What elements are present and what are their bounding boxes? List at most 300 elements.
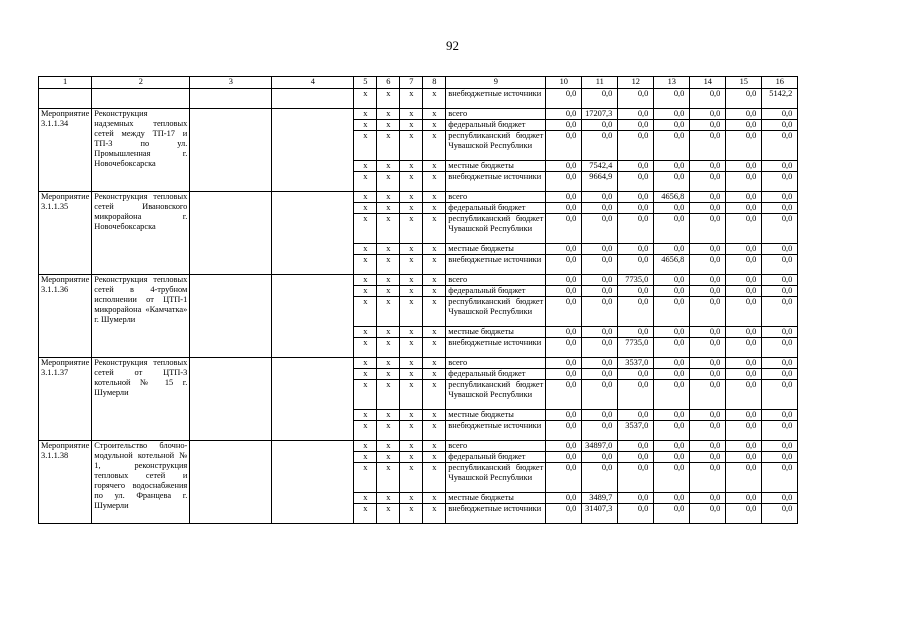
amount-cell: 0,0 xyxy=(762,286,798,297)
amount-cell: 0,0 xyxy=(546,297,582,327)
amount-cell: 0,0 xyxy=(762,327,798,338)
code-cell: x xyxy=(423,463,446,493)
amount-cell: 0,0 xyxy=(582,297,618,327)
code-cell: x xyxy=(400,441,423,452)
amount-cell: 0,0 xyxy=(726,275,762,286)
code-cell: x xyxy=(400,161,423,172)
code-cell: x xyxy=(377,463,400,493)
amount-cell: 0,0 xyxy=(546,452,582,463)
funding-source-cell: всего xyxy=(446,192,546,203)
amount-cell: 0,0 xyxy=(690,380,726,410)
amount-cell: 0,0 xyxy=(690,452,726,463)
code-cell: x xyxy=(354,172,377,192)
amount-cell: 0,0 xyxy=(654,493,690,504)
amount-cell: 0,0 xyxy=(546,275,582,286)
amount-cell: 0,0 xyxy=(546,286,582,297)
code-cell: x xyxy=(423,275,446,286)
code-cell: x xyxy=(354,192,377,203)
funding-source-cell: местные бюджеты xyxy=(446,493,546,504)
empty-cell xyxy=(272,89,354,109)
amount-cell: 0,0 xyxy=(762,109,798,120)
amount-cell: 0,0 xyxy=(726,463,762,493)
amount-cell: 0,0 xyxy=(582,89,618,109)
code-cell: x xyxy=(377,172,400,192)
amount-cell: 0,0 xyxy=(690,244,726,255)
measure-id-cell: Мероприятие 3.1.1.34 xyxy=(39,109,92,192)
amount-cell: 0,0 xyxy=(654,441,690,452)
empty-cell xyxy=(190,358,272,441)
amount-cell: 0,0 xyxy=(618,493,654,504)
continuation-row xyxy=(39,89,798,109)
table-row xyxy=(39,358,798,369)
measure-name-cell: Реконструкция тепловых сетей Ивановского микрорайона г. Новочебоксарска xyxy=(92,192,190,275)
amount-cell: 9664,9 xyxy=(582,172,618,192)
table-row xyxy=(39,275,798,286)
amount-cell: 0,0 xyxy=(690,192,726,203)
amount-cell: 0,0 xyxy=(546,203,582,214)
code-cell: x xyxy=(423,380,446,410)
column-number-header: 11 xyxy=(582,77,618,89)
amount-cell: 0,0 xyxy=(762,161,798,172)
column-number-header: 8 xyxy=(423,77,446,89)
amount-cell: 3489,7 xyxy=(582,493,618,504)
column-number-header: 4 xyxy=(272,77,354,89)
column-number-row xyxy=(39,77,798,89)
amount-cell: 0,0 xyxy=(654,109,690,120)
amount-cell: 0,0 xyxy=(582,131,618,161)
amount-cell: 0,0 xyxy=(654,286,690,297)
amount-cell: 0,0 xyxy=(762,244,798,255)
amount-cell: 0,0 xyxy=(618,109,654,120)
empty-cell xyxy=(92,89,190,109)
amount-cell: 0,0 xyxy=(618,297,654,327)
code-cell: x xyxy=(423,192,446,203)
amount-cell: 0,0 xyxy=(690,369,726,380)
amount-cell: 17207,3 xyxy=(582,109,618,120)
amount-cell: 0,0 xyxy=(546,109,582,120)
code-cell: x xyxy=(423,369,446,380)
code-cell: x xyxy=(423,120,446,131)
amount-cell: 0,0 xyxy=(546,504,582,524)
amount-cell: 0,0 xyxy=(546,255,582,275)
code-cell: x xyxy=(400,338,423,358)
code-cell: x xyxy=(354,203,377,214)
amount-cell: 0,0 xyxy=(618,504,654,524)
amount-cell: 0,0 xyxy=(762,504,798,524)
amount-cell: 0,0 xyxy=(726,172,762,192)
amount-cell: 0,0 xyxy=(546,214,582,244)
amount-cell: 0,0 xyxy=(546,369,582,380)
code-cell: x xyxy=(354,131,377,161)
measure-name-cell: Реконструкция надземных тепловых сетей между ТП-17 и ТП-3 по ул. Промышленная г. Новочебоксарска xyxy=(92,109,190,192)
amount-cell: 0,0 xyxy=(654,203,690,214)
funding-source-cell: всего xyxy=(446,358,546,369)
amount-cell: 0,0 xyxy=(726,338,762,358)
amount-cell: 0,0 xyxy=(654,380,690,410)
code-cell: x xyxy=(354,463,377,493)
amount-cell: 0,0 xyxy=(654,120,690,131)
amount-cell: 0,0 xyxy=(690,120,726,131)
amount-cell: 0,0 xyxy=(582,369,618,380)
code-cell: x xyxy=(354,255,377,275)
amount-cell: 0,0 xyxy=(582,192,618,203)
amount-cell: 0,0 xyxy=(762,203,798,214)
code-cell: x xyxy=(377,120,400,131)
code-cell: x xyxy=(423,421,446,441)
code-cell: x xyxy=(423,244,446,255)
funding-source-cell: республиканский бюджет Чувашской Республики xyxy=(446,297,546,327)
amount-cell: 0,0 xyxy=(654,297,690,327)
code-cell: x xyxy=(354,338,377,358)
funding-source-cell: федеральный бюджет xyxy=(446,369,546,380)
amount-cell: 4656,8 xyxy=(654,255,690,275)
empty-cell xyxy=(272,358,354,441)
empty-cell xyxy=(190,275,272,358)
amount-cell: 0,0 xyxy=(654,214,690,244)
amount-cell: 0,0 xyxy=(726,214,762,244)
amount-cell: 0,0 xyxy=(726,192,762,203)
amount-cell: 0,0 xyxy=(546,89,582,109)
code-cell: x xyxy=(354,421,377,441)
amount-cell: 0,0 xyxy=(546,120,582,131)
amount-cell: 0,0 xyxy=(762,358,798,369)
code-cell: x xyxy=(377,452,400,463)
funding-source-cell: местные бюджеты xyxy=(446,161,546,172)
amount-cell: 0,0 xyxy=(726,504,762,524)
column-number-header: 16 xyxy=(762,77,798,89)
code-cell: x xyxy=(354,380,377,410)
amount-cell: 0,0 xyxy=(654,161,690,172)
amount-cell: 0,0 xyxy=(690,504,726,524)
amount-cell: 0,0 xyxy=(726,441,762,452)
amount-cell: 0,0 xyxy=(762,421,798,441)
column-number-header: 10 xyxy=(546,77,582,89)
code-cell: x xyxy=(423,441,446,452)
amount-cell: 0,0 xyxy=(546,244,582,255)
code-cell: x xyxy=(423,172,446,192)
amount-cell: 0,0 xyxy=(582,327,618,338)
code-cell: x xyxy=(400,89,423,109)
amount-cell: 0,0 xyxy=(690,410,726,421)
code-cell: x xyxy=(354,493,377,504)
amount-cell: 0,0 xyxy=(690,286,726,297)
amount-cell: 0,0 xyxy=(618,463,654,493)
code-cell: x xyxy=(400,358,423,369)
code-cell: x xyxy=(377,338,400,358)
code-cell: x xyxy=(400,120,423,131)
code-cell: x xyxy=(354,120,377,131)
code-cell: x xyxy=(423,297,446,327)
amount-cell: 0,0 xyxy=(690,358,726,369)
amount-cell: 0,0 xyxy=(618,192,654,203)
code-cell: x xyxy=(354,109,377,120)
amount-cell: 0,0 xyxy=(762,441,798,452)
column-number-header: 7 xyxy=(400,77,423,89)
amount-cell: 0,0 xyxy=(726,493,762,504)
code-cell: x xyxy=(377,410,400,421)
code-cell: x xyxy=(377,161,400,172)
code-cell: x xyxy=(377,441,400,452)
amount-cell: 0,0 xyxy=(582,275,618,286)
amount-cell: 0,0 xyxy=(726,286,762,297)
code-cell: x xyxy=(400,493,423,504)
empty-cell xyxy=(190,109,272,192)
amount-cell: 0,0 xyxy=(690,275,726,286)
amount-cell: 0,0 xyxy=(690,441,726,452)
code-cell: x xyxy=(400,463,423,493)
code-cell: x xyxy=(354,214,377,244)
code-cell: x xyxy=(377,214,400,244)
code-cell: x xyxy=(354,275,377,286)
code-cell: x xyxy=(377,109,400,120)
amount-cell: 0,0 xyxy=(690,493,726,504)
amount-cell: 0,0 xyxy=(546,338,582,358)
column-number-header: 14 xyxy=(690,77,726,89)
code-cell: x xyxy=(400,369,423,380)
amount-cell: 0,0 xyxy=(546,463,582,493)
funding-source-cell: всего xyxy=(446,275,546,286)
amount-cell: 0,0 xyxy=(762,380,798,410)
funding-source-cell: внебюджетные источники xyxy=(446,421,546,441)
amount-cell: 0,0 xyxy=(762,172,798,192)
amount-cell: 0,0 xyxy=(546,380,582,410)
column-number-header: 6 xyxy=(377,77,400,89)
amount-cell: 0,0 xyxy=(582,463,618,493)
amount-cell: 0,0 xyxy=(654,131,690,161)
amount-cell: 4656,8 xyxy=(654,192,690,203)
funding-source-cell: местные бюджеты xyxy=(446,410,546,421)
code-cell: x xyxy=(354,452,377,463)
empty-cell xyxy=(190,441,272,524)
amount-cell: 0,0 xyxy=(618,89,654,109)
column-number-header: 1 xyxy=(39,77,92,89)
amount-cell: 0,0 xyxy=(726,297,762,327)
amount-cell: 0,0 xyxy=(654,89,690,109)
code-cell: x xyxy=(400,504,423,524)
amount-cell: 0,0 xyxy=(690,463,726,493)
code-cell: x xyxy=(400,214,423,244)
amount-cell: 0,0 xyxy=(546,172,582,192)
code-cell: x xyxy=(400,244,423,255)
amount-cell: 7735,0 xyxy=(618,338,654,358)
amount-cell: 0,0 xyxy=(618,452,654,463)
code-cell: x xyxy=(354,441,377,452)
empty-cell xyxy=(272,192,354,275)
amount-cell: 0,0 xyxy=(726,421,762,441)
code-cell: x xyxy=(377,244,400,255)
measure-id-cell: Мероприятие 3.1.1.38 xyxy=(39,441,92,524)
code-cell: x xyxy=(400,380,423,410)
code-cell: x xyxy=(354,286,377,297)
amount-cell: 0,0 xyxy=(654,421,690,441)
amount-cell: 0,0 xyxy=(618,441,654,452)
amount-cell: 0,0 xyxy=(762,297,798,327)
code-cell: x xyxy=(377,358,400,369)
amount-cell: 0,0 xyxy=(618,327,654,338)
amount-cell: 0,0 xyxy=(762,452,798,463)
code-cell: x xyxy=(423,452,446,463)
amount-cell: 0,0 xyxy=(582,255,618,275)
amount-cell: 0,0 xyxy=(690,255,726,275)
amount-cell: 31407,3 xyxy=(582,504,618,524)
amount-cell: 0,0 xyxy=(726,89,762,109)
code-cell: x xyxy=(377,380,400,410)
amount-cell: 0,0 xyxy=(582,421,618,441)
empty-cell xyxy=(190,192,272,275)
code-cell: x xyxy=(377,421,400,441)
funding-source-cell: федеральный бюджет xyxy=(446,120,546,131)
amount-cell: 3537,0 xyxy=(618,358,654,369)
code-cell: x xyxy=(400,255,423,275)
amount-cell: 0,0 xyxy=(690,89,726,109)
measure-id-cell: Мероприятие 3.1.1.36 xyxy=(39,275,92,358)
funding-source-cell: внебюджетные источники xyxy=(446,338,546,358)
table-row xyxy=(39,109,798,120)
amount-cell: 0,0 xyxy=(690,109,726,120)
measure-id-cell: Мероприятие 3.1.1.35 xyxy=(39,192,92,275)
funding-source-cell: местные бюджеты xyxy=(446,327,546,338)
measure-name-cell: Реконструкция тепловых сетей от ЦТП-3 котельной № 15 г. Шумерли xyxy=(92,358,190,441)
empty-cell xyxy=(272,109,354,192)
funding-source-cell: федеральный бюджет xyxy=(446,452,546,463)
amount-cell: 0,0 xyxy=(654,410,690,421)
funding-source-cell: республиканский бюджет Чувашской Республики xyxy=(446,463,546,493)
amount-cell: 0,0 xyxy=(726,410,762,421)
code-cell: x xyxy=(354,161,377,172)
amount-cell: 0,0 xyxy=(546,441,582,452)
code-cell: x xyxy=(400,172,423,192)
amount-cell: 0,0 xyxy=(654,275,690,286)
code-cell: x xyxy=(423,203,446,214)
funding-source-cell: внебюджетные источники xyxy=(446,172,546,192)
funding-source-cell: республиканский бюджет Чувашской Республики xyxy=(446,214,546,244)
amount-cell: 0,0 xyxy=(618,120,654,131)
code-cell: x xyxy=(377,203,400,214)
table-body xyxy=(39,89,798,524)
budget-table xyxy=(38,76,798,524)
empty-cell xyxy=(39,89,92,109)
code-cell: x xyxy=(423,214,446,244)
measure-name-cell: Строительство блочно-модульной котельной № 1, реконструкция тепловых сетей и горячего водоснабжения по ул. Францева г. Шумерли xyxy=(92,441,190,524)
amount-cell: 0,0 xyxy=(654,452,690,463)
measure-id-cell: Мероприятие 3.1.1.37 xyxy=(39,358,92,441)
amount-cell: 0,0 xyxy=(546,493,582,504)
amount-cell: 0,0 xyxy=(582,286,618,297)
column-number-header: 15 xyxy=(726,77,762,89)
code-cell: x xyxy=(400,109,423,120)
column-number-header: 3 xyxy=(190,77,272,89)
column-number-header: 2 xyxy=(92,77,190,89)
funding-source-cell: всего xyxy=(446,109,546,120)
page-number: 92 xyxy=(446,38,459,53)
funding-source-cell: местные бюджеты xyxy=(446,244,546,255)
amount-cell: 34897,0 xyxy=(582,441,618,452)
code-cell: x xyxy=(423,358,446,369)
table-row xyxy=(39,441,798,452)
amount-cell: 0,0 xyxy=(654,504,690,524)
amount-cell: 0,0 xyxy=(762,214,798,244)
amount-cell: 0,0 xyxy=(762,192,798,203)
amount-cell: 0,0 xyxy=(546,410,582,421)
code-cell: x xyxy=(423,89,446,109)
amount-cell: 0,0 xyxy=(582,244,618,255)
amount-cell: 0,0 xyxy=(690,338,726,358)
code-cell: x xyxy=(400,297,423,327)
amount-cell: 0,0 xyxy=(618,369,654,380)
amount-cell: 0,0 xyxy=(726,380,762,410)
amount-cell: 0,0 xyxy=(690,161,726,172)
code-cell: x xyxy=(354,297,377,327)
code-cell: x xyxy=(423,327,446,338)
code-cell: x xyxy=(423,493,446,504)
amount-cell: 5142,2 xyxy=(762,89,798,109)
amount-cell: 0,0 xyxy=(726,358,762,369)
amount-cell: 0,0 xyxy=(690,131,726,161)
amount-cell: 0,0 xyxy=(726,327,762,338)
amount-cell: 0,0 xyxy=(654,327,690,338)
amount-cell: 0,0 xyxy=(618,244,654,255)
amount-cell: 0,0 xyxy=(654,463,690,493)
measure-name-cell: Реконструкция тепловых сетей в 4-трубном исполнении от ЦТП-1 микрорайона «Камчатка» г. Шумерли xyxy=(92,275,190,358)
amount-cell: 0,0 xyxy=(726,255,762,275)
code-cell: x xyxy=(423,131,446,161)
amount-cell: 0,0 xyxy=(690,421,726,441)
funding-source-cell: федеральный бюджет xyxy=(446,286,546,297)
amount-cell: 0,0 xyxy=(618,255,654,275)
code-cell: x xyxy=(423,109,446,120)
code-cell: x xyxy=(377,131,400,161)
amount-cell: 0,0 xyxy=(582,203,618,214)
amount-cell: 0,0 xyxy=(618,214,654,244)
amount-cell: 0,0 xyxy=(582,358,618,369)
amount-cell: 0,0 xyxy=(546,358,582,369)
code-cell: x xyxy=(423,504,446,524)
code-cell: x xyxy=(354,244,377,255)
amount-cell: 0,0 xyxy=(690,297,726,327)
amount-cell: 0,0 xyxy=(726,120,762,131)
amount-cell: 0,0 xyxy=(762,131,798,161)
amount-cell: 0,0 xyxy=(762,275,798,286)
code-cell: x xyxy=(377,504,400,524)
amount-cell: 3537,0 xyxy=(618,421,654,441)
amount-cell: 0,0 xyxy=(762,120,798,131)
empty-cell xyxy=(272,275,354,358)
funding-source-cell: внебюджетные источники xyxy=(446,504,546,524)
code-cell: x xyxy=(377,255,400,275)
code-cell: x xyxy=(400,452,423,463)
code-cell: x xyxy=(400,203,423,214)
amount-cell: 0,0 xyxy=(762,463,798,493)
code-cell: x xyxy=(377,286,400,297)
amount-cell: 0,0 xyxy=(726,452,762,463)
code-cell: x xyxy=(377,297,400,327)
code-cell: x xyxy=(377,493,400,504)
amount-cell: 0,0 xyxy=(582,452,618,463)
funding-source-cell: внебюджетные источники xyxy=(446,89,546,109)
amount-cell: 0,0 xyxy=(690,214,726,244)
code-cell: x xyxy=(400,421,423,441)
code-cell: x xyxy=(423,410,446,421)
amount-cell: 0,0 xyxy=(582,120,618,131)
code-cell: x xyxy=(423,338,446,358)
amount-cell: 0,0 xyxy=(654,244,690,255)
amount-cell: 0,0 xyxy=(546,161,582,172)
amount-cell: 7735,0 xyxy=(618,275,654,286)
amount-cell: 0,0 xyxy=(618,131,654,161)
amount-cell: 0,0 xyxy=(762,338,798,358)
column-number-header: 13 xyxy=(654,77,690,89)
code-cell: x xyxy=(400,410,423,421)
